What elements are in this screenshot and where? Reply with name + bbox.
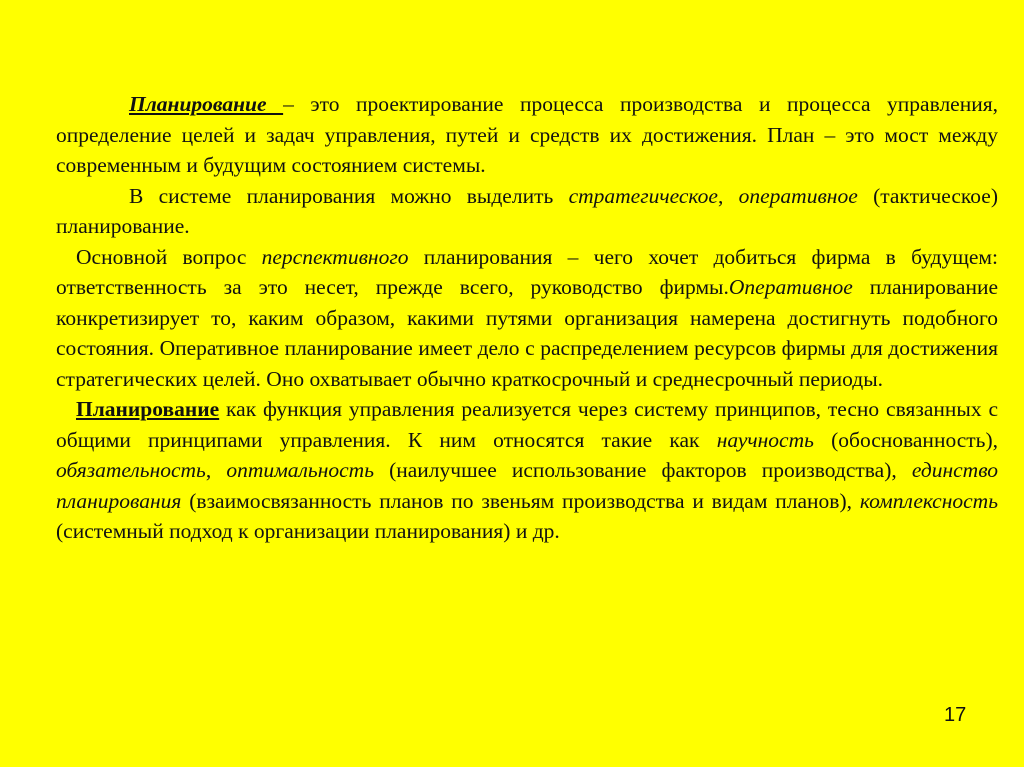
paragraph-planning-types: В системе планирования можно выделить стратегическое, оперативное (тактическое) планирование. [56,183,998,238]
paragraph-principles: Планирование как функция управления реализуется через систему принципов, тесно связанных с общими принципами управления. К ним относятся такие как научность (обоснованность), обязательность, оптимальность (наилучшее использование факторов производства), единство планирования (взаимосвязанность планов по звеньям производства и видам планов), комплексность (системный подход к организации планирования) и др. [56,397,999,543]
principle-scientific: научность [716,427,814,452]
term-strategic: стратегическое [568,183,718,208]
principle-obligatory: обязательность [56,458,206,482]
page-number: 17 [944,704,967,726]
definition-text: – это проектирование процесса производства и процесса управления, определение целей и задач управления, путей и средств их достижения. План – это мост между современным и будущим состоянием системы. [56,92,999,177]
term-operative-planning: Оперативное [728,275,853,299]
term-planning: Планирование [129,92,284,116]
paragraph-main-question: Основной вопрос перспективного планирования – чего хочет добиться фирма в будущем: ответственность за это несет, прежде всего, руководство фирмы.Оперативное планирование конкретизирует то, каким образом, какими путями организация намерена достигнуть подобного состояния. Оперативное планирование имеет дело с распределением ресурсов фирмы для достижения стратегических целей. Оно охватывает обычно краткосрочный и среднесрочный периоды. [56,244,998,391]
principle-unity: единство планирования [56,458,998,513]
term-operative: оперативное [738,183,858,208]
term-planning-function: Планирование [76,397,220,421]
slide-body [56,89,998,547]
principle-complexity: комплексность [859,488,998,513]
paragraph-definition [56,89,998,181]
principle-optimal: оптимальность [226,458,374,482]
term-perspective: перспективного [261,244,409,269]
